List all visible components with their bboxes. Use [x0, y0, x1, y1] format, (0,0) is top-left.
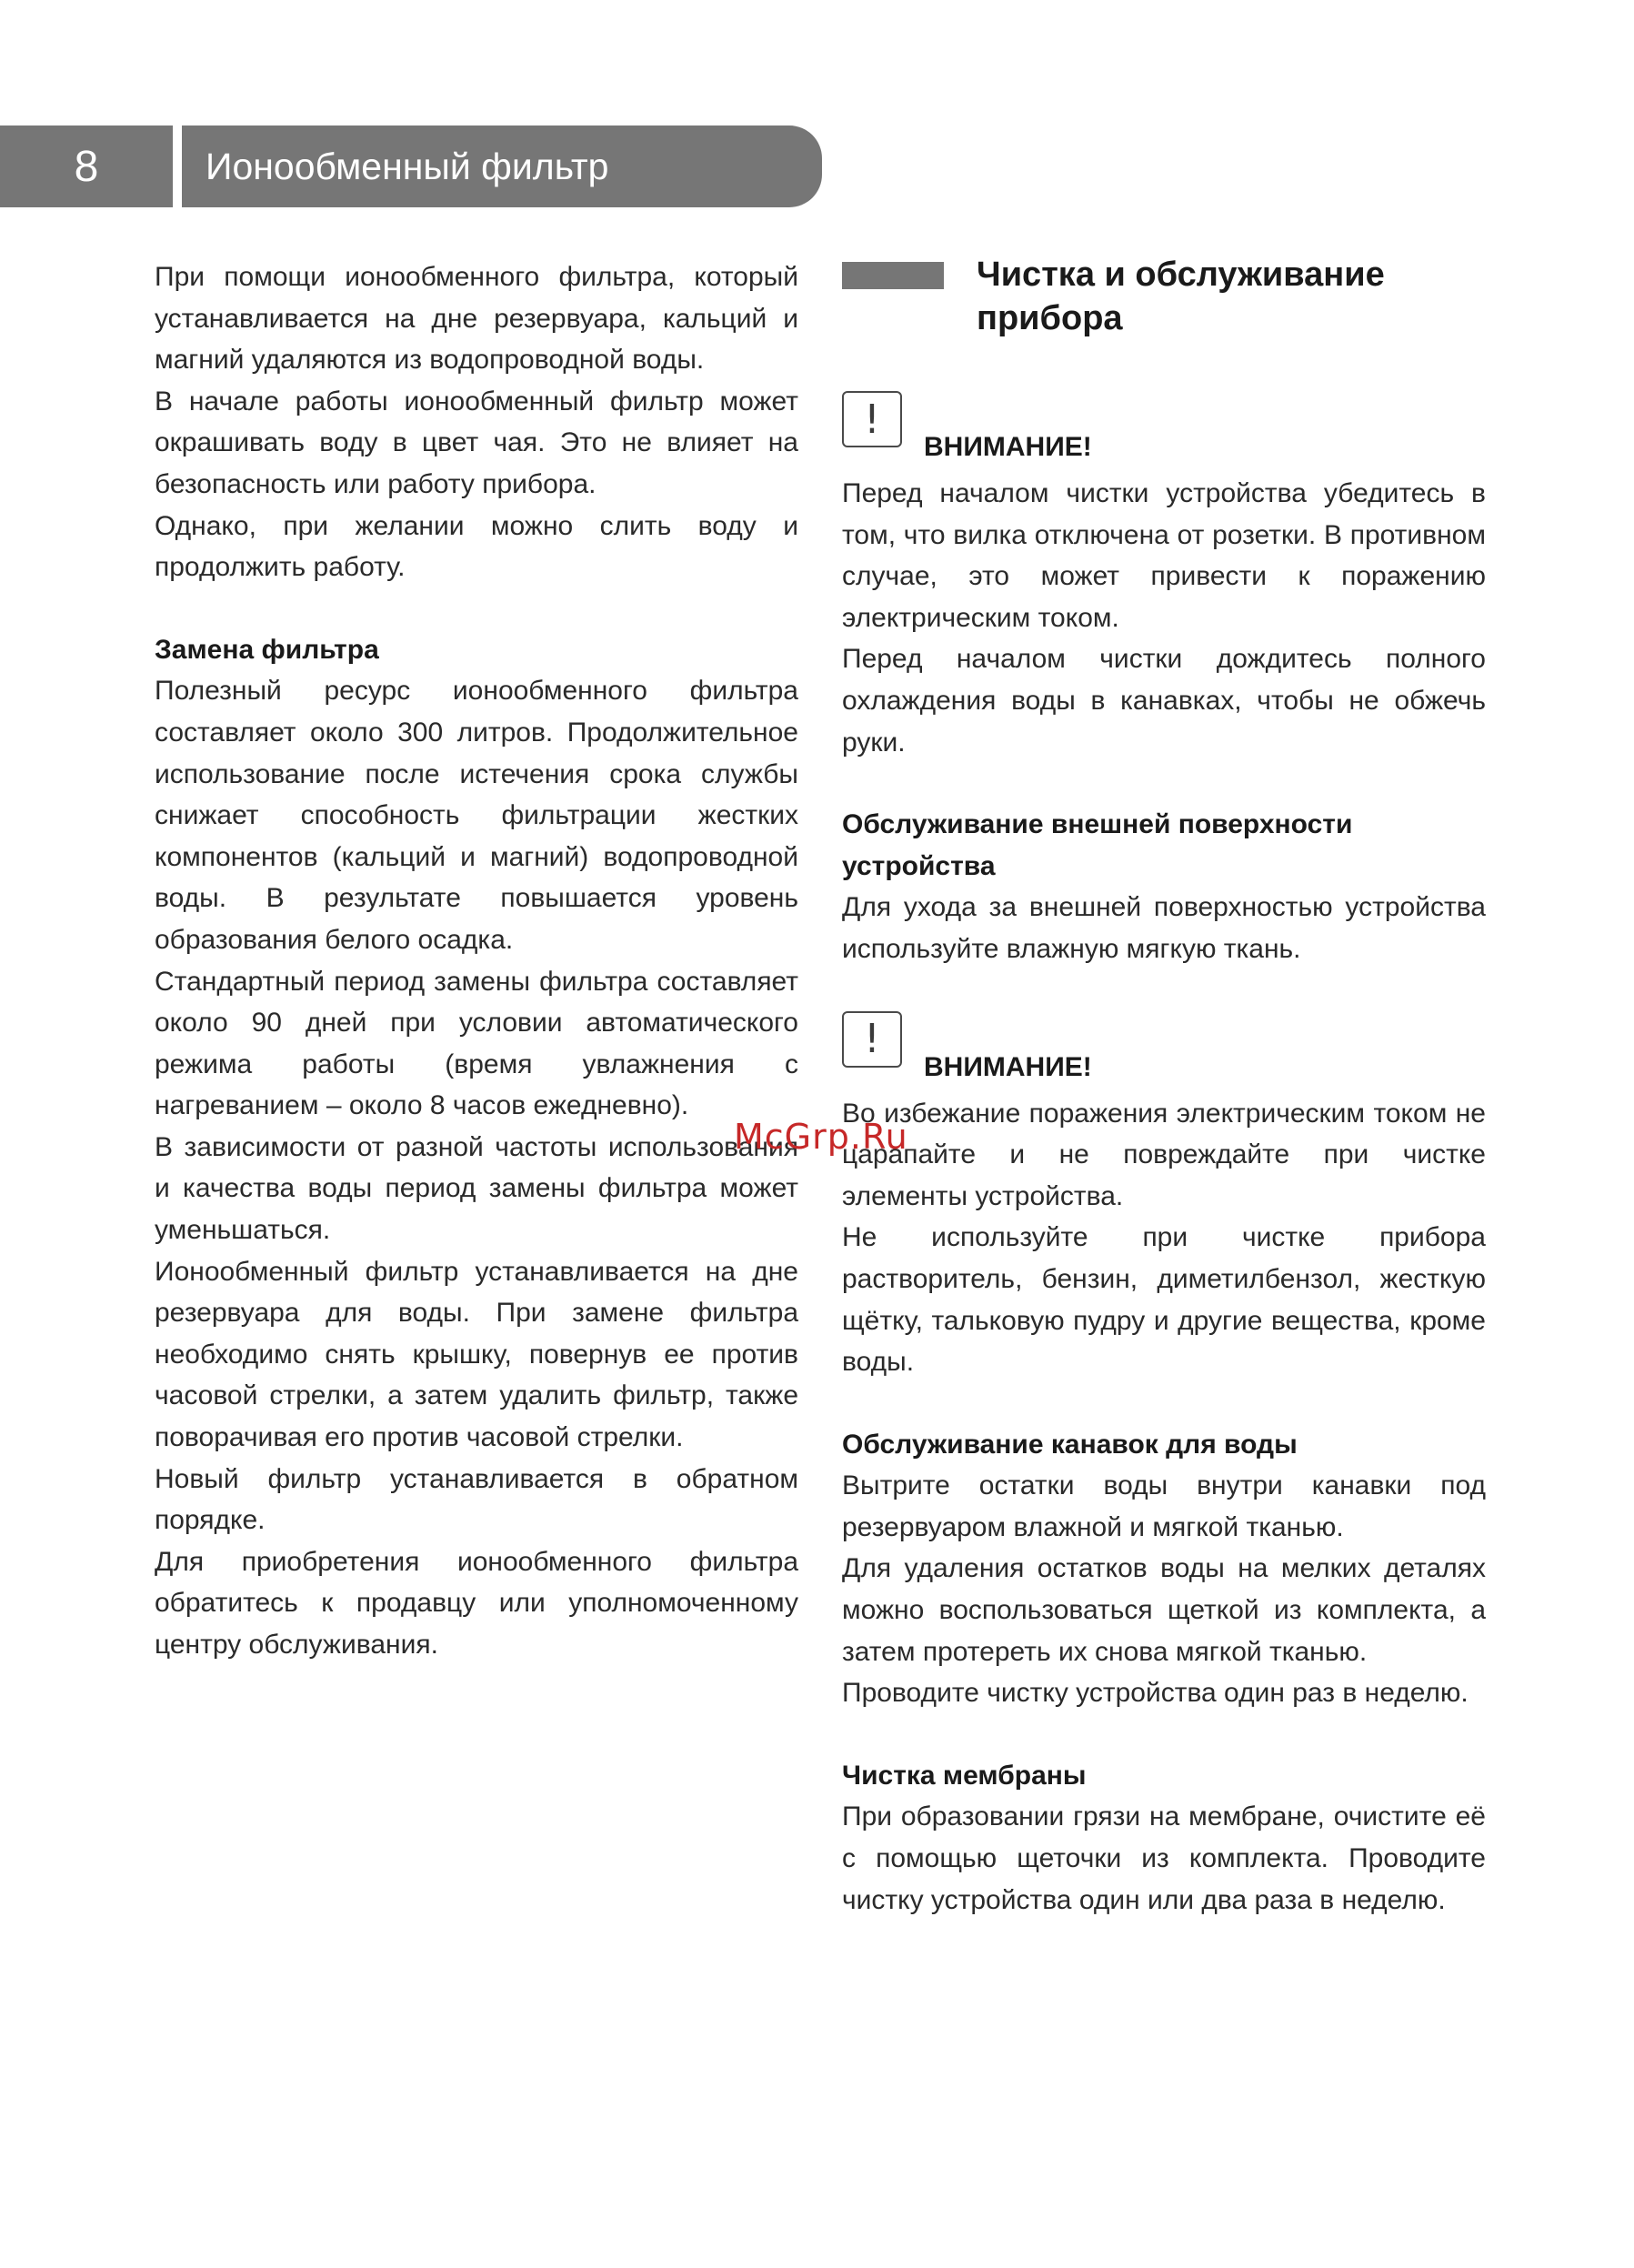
- watermark: McGrp.Ru: [734, 1117, 908, 1157]
- replace-paragraph: Для приобретения ионообменного фильтра обратитесь к продавцу или уполномоченному центру обслуживания.: [155, 1546, 798, 1660]
- channels-paragraph: Вытрите остатки воды внутри канавки под резервуаром влажной и мягкой тканью.: [842, 1470, 1486, 1542]
- warning-label: ВНИМАНИЕ!: [924, 432, 1092, 462]
- warning-paragraph: Перед началом чистки устройства убедитесь в том, что вилка отключена от розетки. В противном случае, это может привести к поражению электрическим током.: [842, 478, 1486, 633]
- header-divider: [173, 125, 182, 207]
- channels-paragraph: Для удаления остатков воды на мелких деталях можно воспользоваться щеткой из комплекта, а затем протереть их снова мягкой тканью.: [842, 1553, 1486, 1667]
- right-column: [842, 256, 1486, 1921]
- exterior-paragraph: Для ухода за внешней поверхностью устройства используйте влажную мягкую ткань.: [842, 892, 1486, 964]
- section-title-block: [842, 256, 1486, 349]
- warning-block: [842, 391, 1486, 473]
- warning-icon: !: [842, 391, 902, 447]
- warning-block: [842, 1011, 1486, 1093]
- replace-paragraph: Ионообменный фильтр устанавливается на дне резервуара для воды. При замене фильтра необходимо снять крышку, повернув ее против часовой стрелки, а затем удалить фильтр, также поворачивая его против часовой стрелки.: [155, 1256, 798, 1453]
- membrane-paragraph: При образовании грязи на мембране, очистите её с помощью щеточки из комплекта. Проводите чистку устройства один или два раза в неделю.: [842, 1801, 1486, 1915]
- page-number: 8: [74, 142, 99, 191]
- section-title: [977, 253, 1385, 340]
- left-column: [155, 256, 798, 1666]
- warning-paragraph: Во избежание поражения электрическим током не царапайте и не повреждайте при чистке элементы устройства.: [842, 1098, 1486, 1211]
- replace-paragraph: Полезный ресурс ионообменного фильтра составляет около 300 литров. Продолжительное использование после истечения срока службы снижает способность фильтрации жестких компонентов (кальций и магний) водопроводной воды. В результате повышается уровень образования белого осадка.: [155, 676, 798, 955]
- warning-icon: !: [842, 1011, 902, 1068]
- page-title: Ионообменный фильтр: [206, 146, 609, 187]
- section-title-line: Чистка и обслуживание: [977, 256, 1385, 294]
- replace-paragraph: Стандартный период замены фильтра составляет около 90 дней при условии автоматического режима работы (время увлажнения с нагреванием – около 8 часов ежедневно).: [155, 966, 798, 1121]
- warning-paragraph: Не используйте при чистке прибора растворитель, бензин, диметилбензол, жесткую щётку, тальковую пудру и другие вещества, кроме воды.: [842, 1222, 1486, 1378]
- section-title-line: прибора: [977, 299, 1123, 337]
- channels-paragraph: Проводите чистку устройства один раз в неделю.: [842, 1678, 1469, 1709]
- exterior-heading: Обслуживание внешней поверхности устройства: [842, 809, 1353, 881]
- replace-filter-heading: Замена фильтра: [155, 634, 379, 665]
- channels-heading: Обслуживание канавок для воды: [842, 1429, 1298, 1460]
- replace-paragraph: В зависимости от разной частоты использования и качества воды период замены фильтра может уменьшаться.: [155, 1131, 798, 1246]
- intro-paragraph: В начале работы ионообменный фильтр может окрашивать воду в цвет чая. Это не влияет на безопасность или работу прибора.: [155, 386, 798, 499]
- warning-paragraph: Перед началом чистки дождитесь полного охлаждения воды в канавках, чтобы не обжечь руки.: [842, 644, 1486, 758]
- intro-paragraph: Однако, при желании можно слить воду и продолжить работу.: [155, 510, 798, 583]
- replace-paragraph: Новый фильтр устанавливается в обратном порядке.: [155, 1463, 798, 1536]
- membrane-heading: Чистка мембраны: [842, 1760, 1087, 1791]
- warning-label: ВНИМАНИЕ!: [924, 1051, 1092, 1082]
- title-marker-bar: [842, 262, 944, 289]
- intro-paragraph: При помощи ионообменного фильтра, который устанавливается на дне резервуара, кальций и магний удаляются из водопроводной воды.: [155, 262, 798, 376]
